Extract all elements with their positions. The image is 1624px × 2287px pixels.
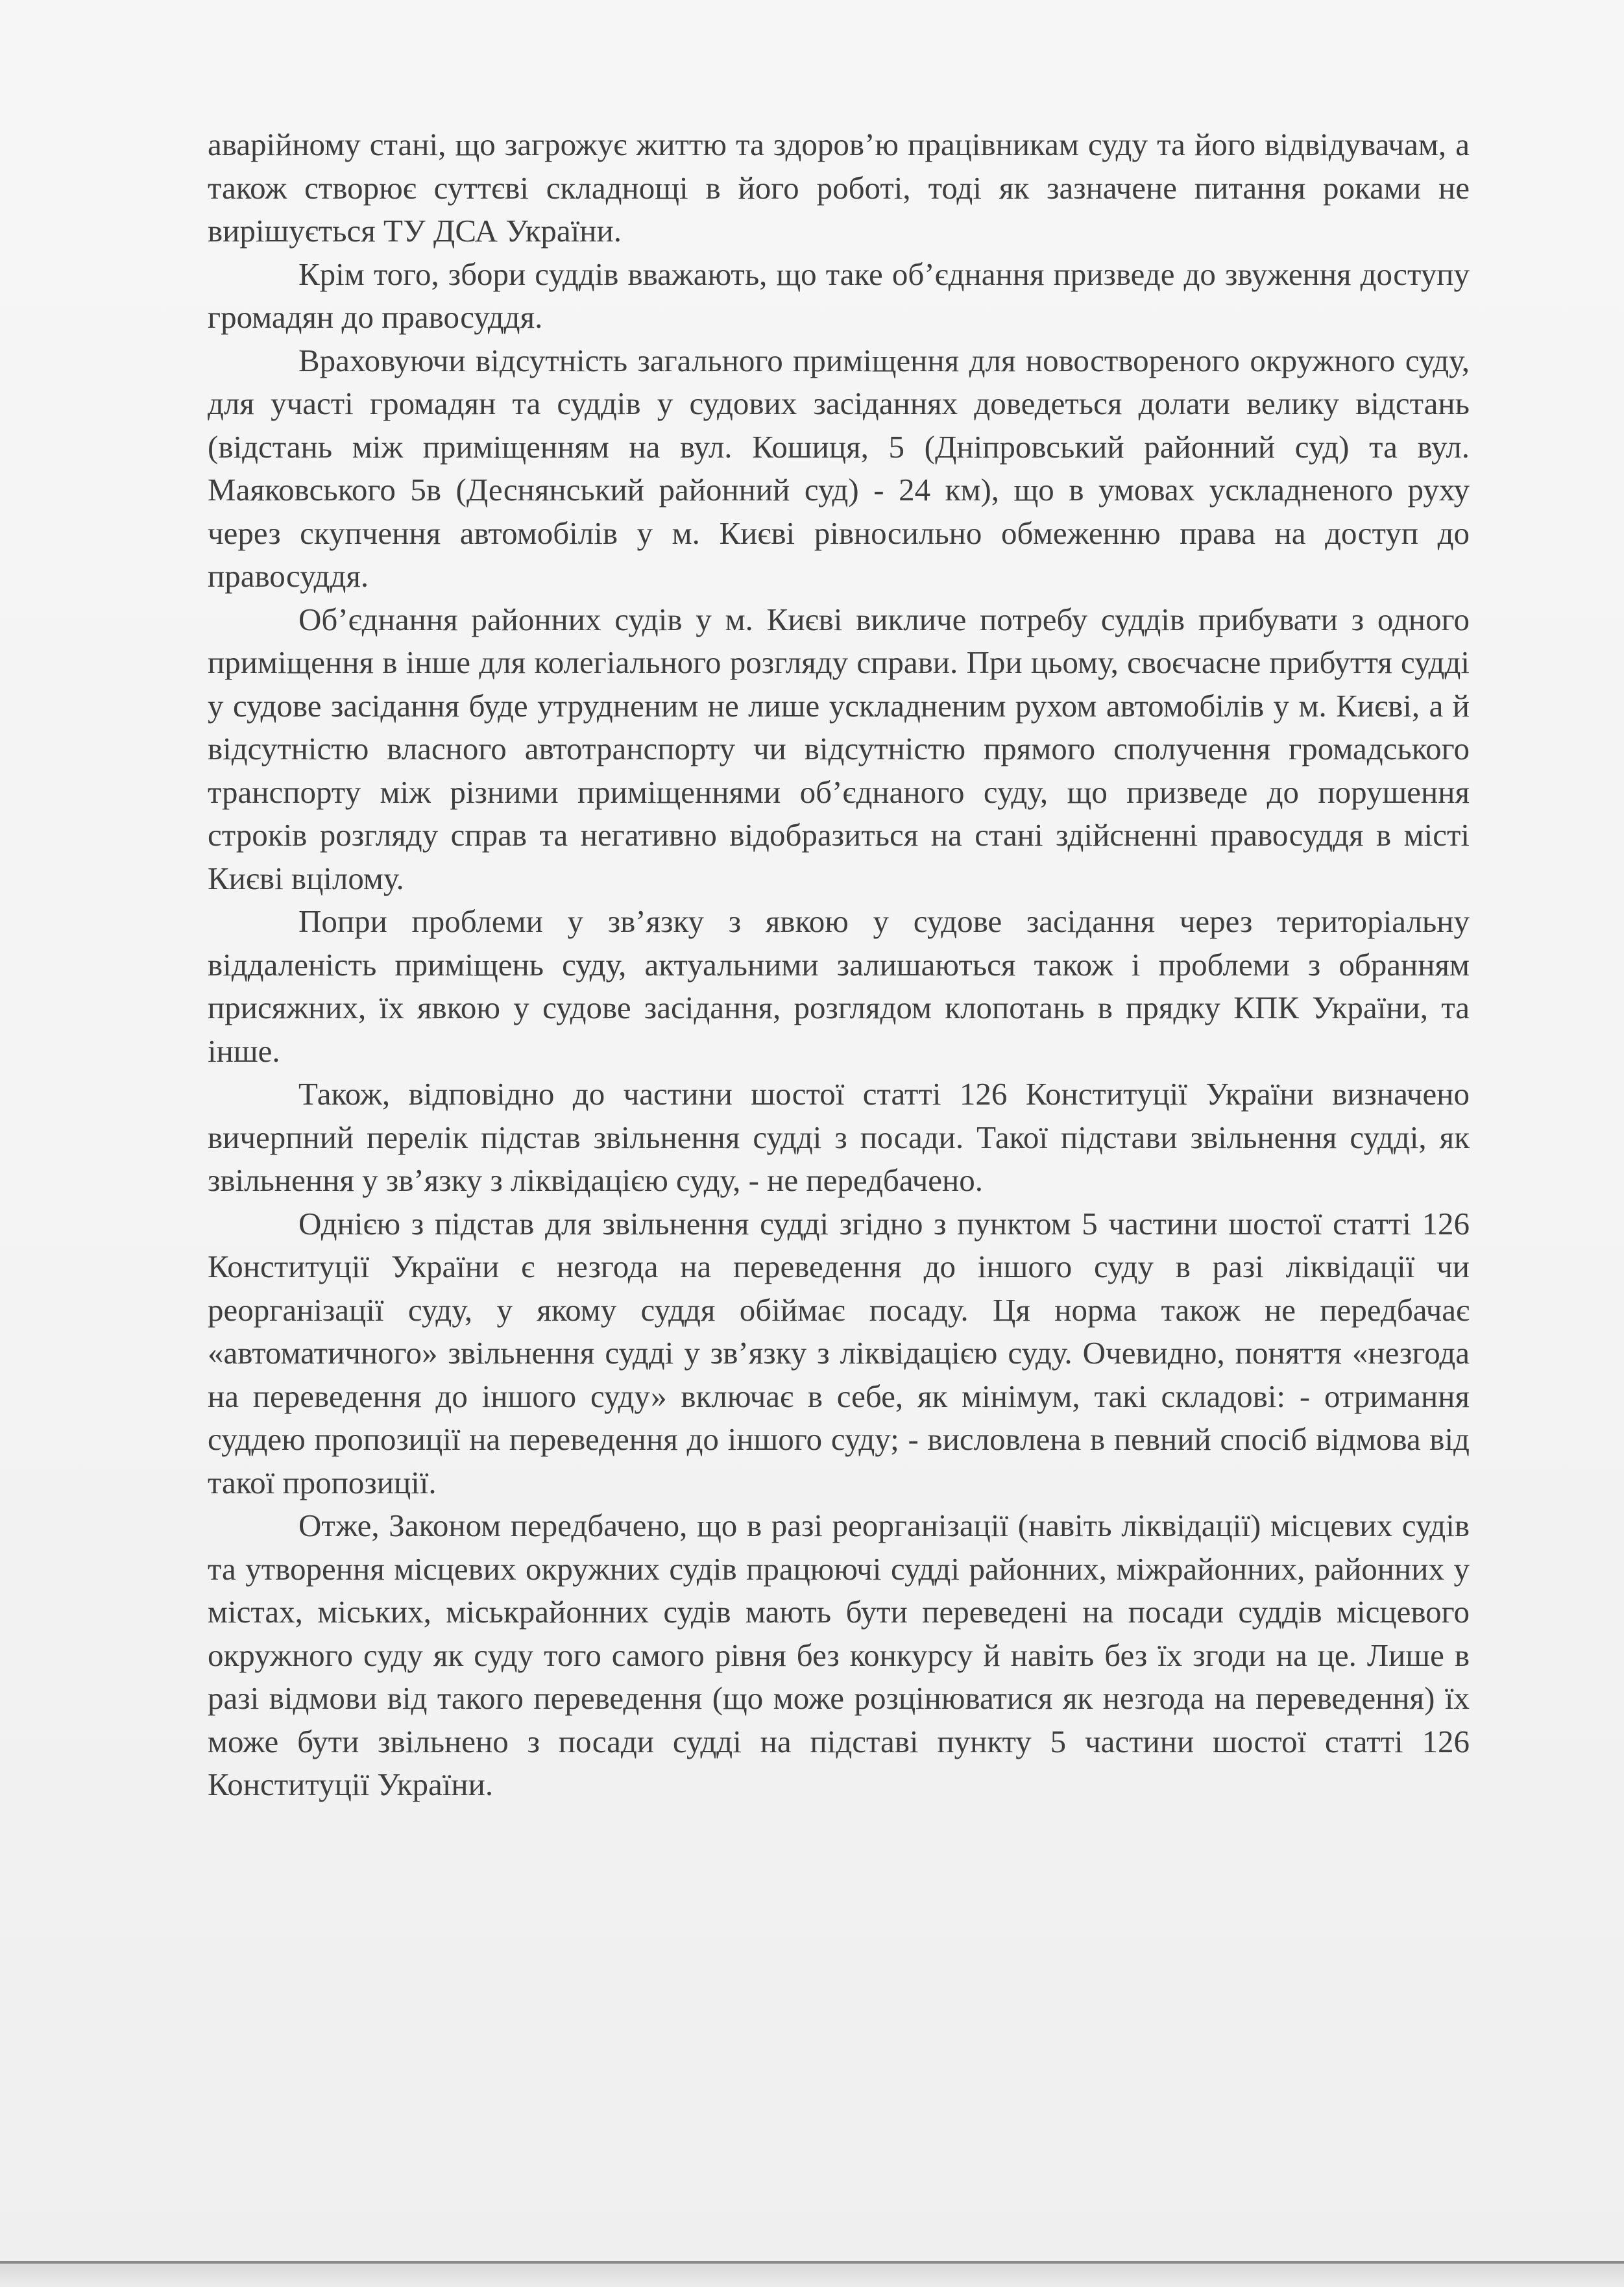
paragraph-emergency-condition: аварійному стані, що загрожує життю та здоров’ю працівникам суду та його відвідувачам, а також створює суттєві складнощі в його роботі, тоді як зазначене питання роками не вирішується ТУ ДСА України. xyxy=(208,127,1470,249)
paragraph-transfer-disagreement: Однією з підстав для звільнення судді згідно з пунктом 5 частини шостої статті 126 Конституції України є незгода на переведення до іншого суду в разі ліквідації чи реорганізації суду, у якому суддя обіймає посаду. Ця норма також не передбачає «автоматичного» звільнення судді у зв’язку з ліквідацією суду. Очевидно, поняття «незгода на переведення до іншого суду» включає в себе, як мінімум, такі складові: - отримання суддею пропозиції на переведення до іншого суду; - висловлена в певний спосіб відмова від такої пропозиції. xyxy=(208,1205,1470,1500)
paragraph-jurors-problems: Попри проблеми у зв’язку з явкою у судове засідання через територіальну віддаленість приміщень суду, актуальними залишаються також і проблеми з обранням присяжних, їх явкою у судове засідання, розглядом клопотань в прядку КПК України, та інше. xyxy=(208,903,1470,1069)
paragraph-distance-between-premises: Враховуючи відсутність загального приміщення для новоствореного окружного суду, для участі громадян та суддів у судових засіданнях доведеться долати велику відстань (відстань між приміщенням на вул. Кошиця, 5 (Дніпровський районний суд) та вул. Маяковського 5в (Деснянський районний суд) - 24 км), що в умовах ускладненого руху через скупчення автомобілів у м. Києві рівносильно обмеженню права на доступ до правосуддя. xyxy=(208,342,1470,594)
paragraph-access-to-justice: Крім того, збори суддів вважають, що таке об’єднання призведе до звуження доступу громадян до правосуддя. xyxy=(208,256,1470,335)
page-bottom-edge-shadow xyxy=(0,2264,1624,2287)
paragraph-judges-travel: Об’єднання районних судів у м. Києві викличе потребу суддів прибувати з одного приміщення в інше для колегіального розгляду справи. При цьому, своєчасне прибуття судді у судове засідання буде утрудненим не лише ускладненим рухом автомобілів у м. Києві, а й відсутністю власного автотранспорту чи відсутністю прямого сполучення громадського транспорту між різними приміщеннями об’єднаного суду, що призведе до порушення строків розгляду справ та негативно відобразиться на стані здійсненні правосуддя в місті Києві вцілому. xyxy=(208,601,1470,896)
document-body xyxy=(208,123,1470,1807)
paragraph-constitution-dismissal-grounds: Також, відповідно до частини шостої статті 126 Конституції України визначено вичерпний перелік підстав звільнення судді з посади. Такої підстави звільнення судді, як звільнення у зв’язку з ліквідацією суду, - не передбачено. xyxy=(208,1076,1470,1198)
paragraph-law-conclusion: Отже, Законом передбачено, що в разі реорганізації (навіть ліквідації) місцевих судів та утворення місцевих окружних судів працюючі судді районних, міжрайонних, районних у містах, міських, міськрайонних судів мають бути переведені на посади суддів місцевого окружного суду як суду того самого рівня без конкурсу й навіть без їх згоди на це. Лише в разі відмови від такого переведення (що може розцінюватися як незгода на переведення) їх може бути звільнено з посади судді на підставі пункту 5 частини шостої статті 126 Конституції України. xyxy=(208,1508,1470,1802)
